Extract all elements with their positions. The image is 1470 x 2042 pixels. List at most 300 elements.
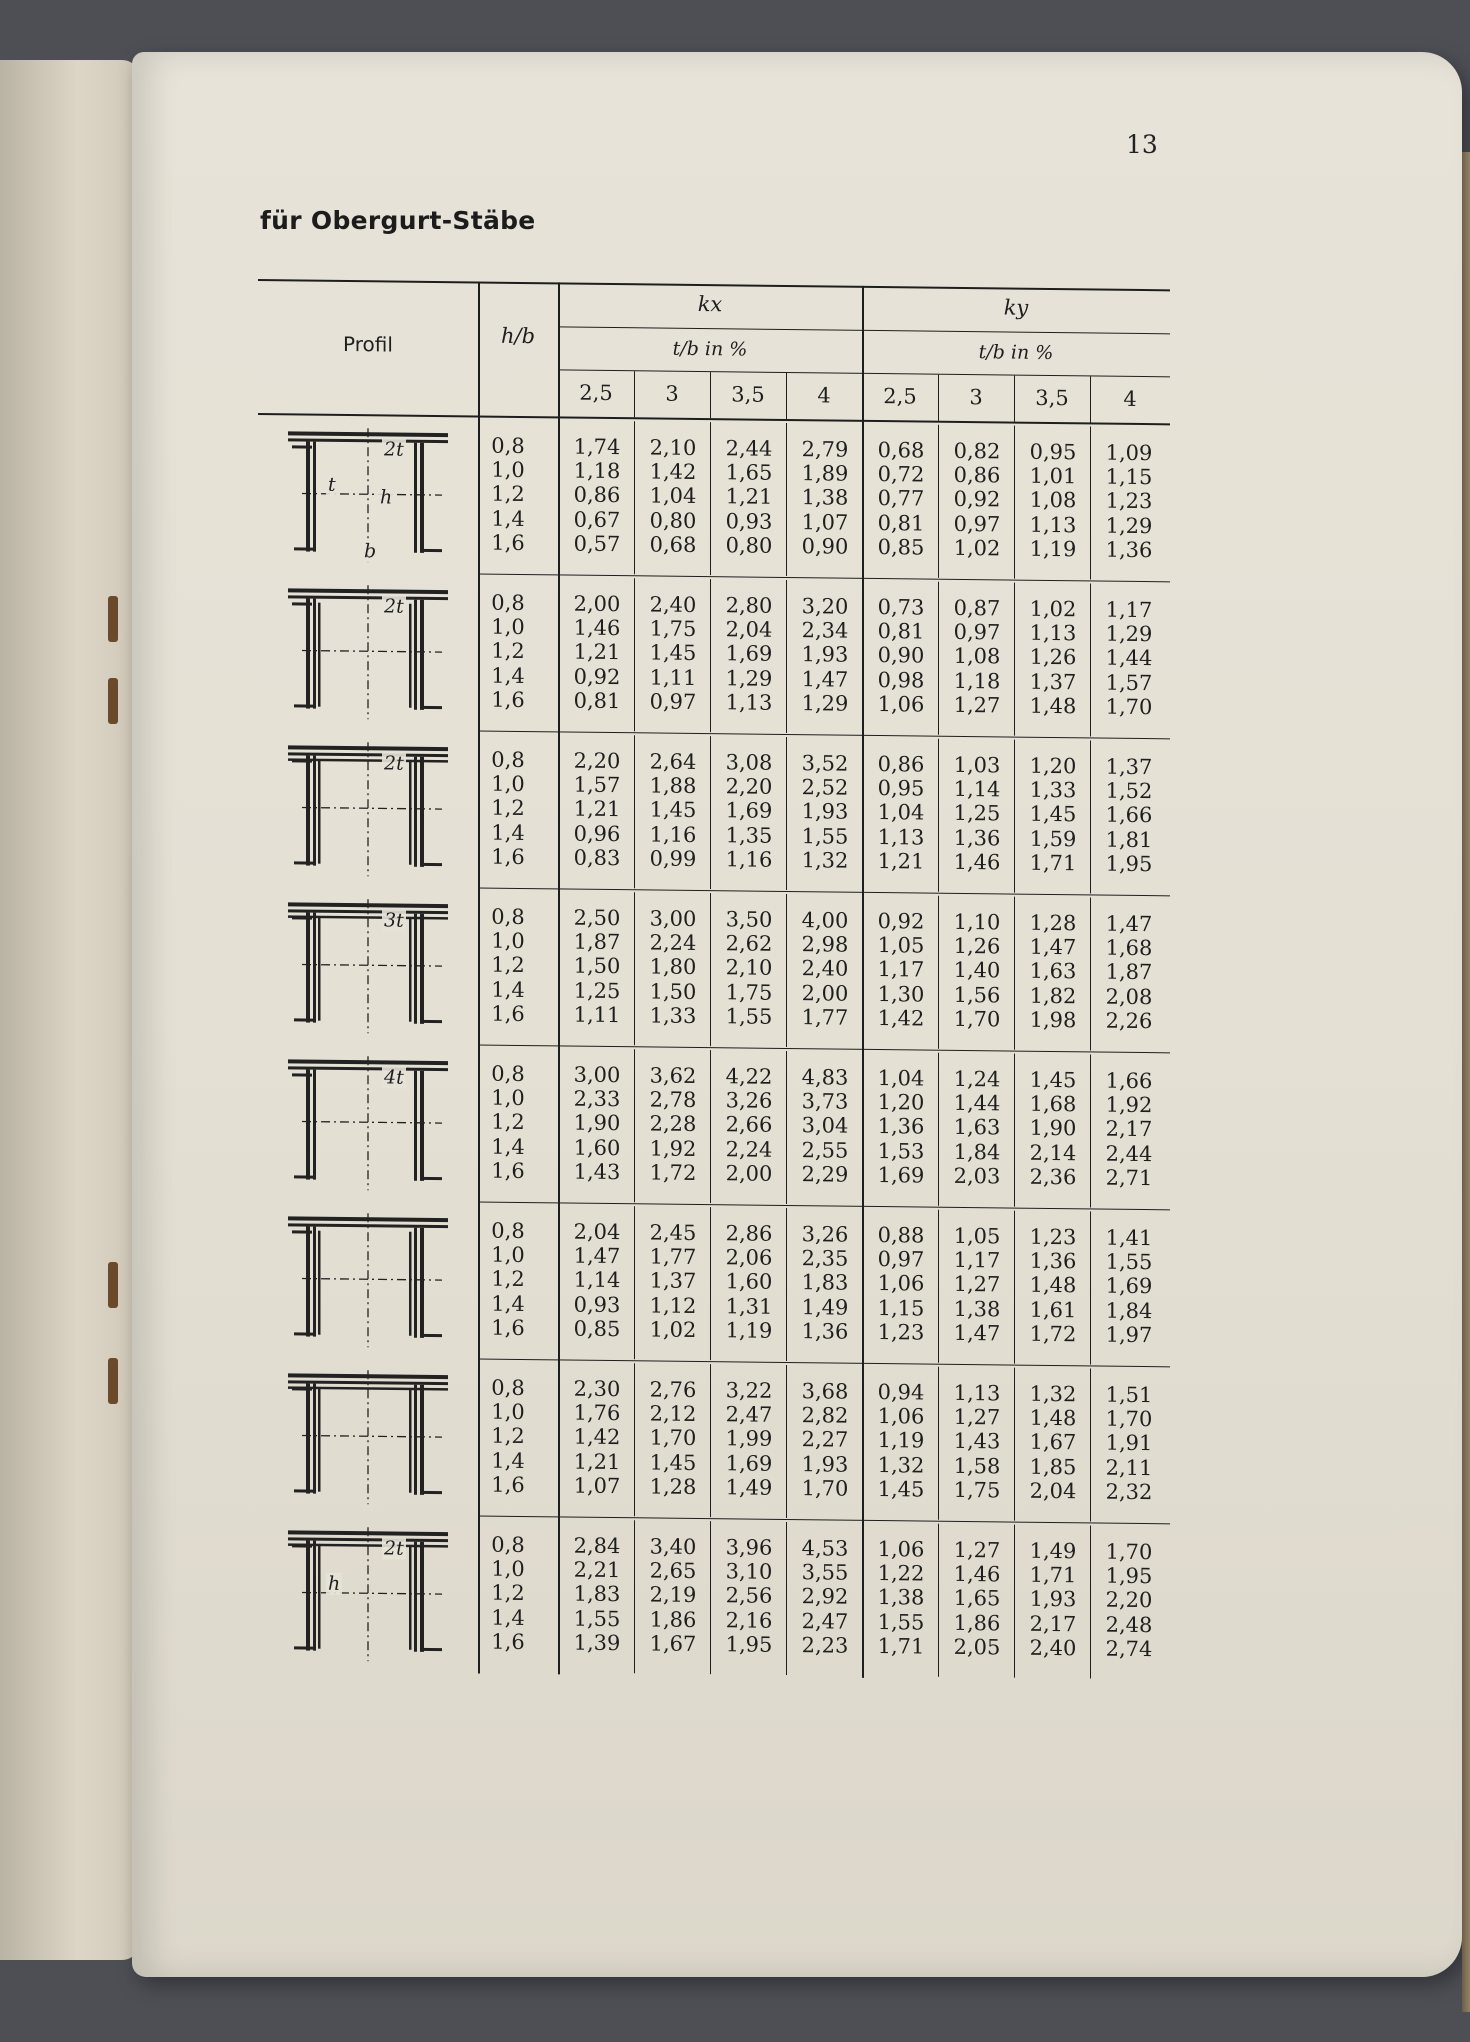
kx-value: 1,95 — [725, 1632, 773, 1657]
kx-column — [710, 1535, 788, 1657]
ky-value: 1,24 — [953, 1066, 1001, 1092]
kx-column — [786, 1379, 864, 1501]
kx-value: 1,90 — [573, 1110, 621, 1136]
profile-dimension-label: 2t — [384, 595, 404, 618]
ky-value: 2,20 — [1105, 1588, 1153, 1613]
kx-column — [634, 1377, 712, 1499]
ky-value: 1,98 — [1029, 1007, 1077, 1033]
table-row — [258, 1043, 1170, 1205]
ky-value: 2,11 — [1105, 1455, 1153, 1480]
ky-value: 1,92 — [1105, 1092, 1153, 1118]
ky-column — [862, 438, 940, 560]
kx-value: 0,80 — [725, 533, 773, 558]
ky-value: 1,43 — [953, 1429, 1001, 1454]
ky-value: 1,02 — [1029, 596, 1077, 622]
ky-column — [1090, 1382, 1168, 1504]
kx-value: 1,18 — [573, 458, 621, 484]
profile-dimension-label: 2t — [384, 1537, 404, 1560]
ky-value: 1,68 — [1105, 935, 1153, 961]
ky-value: 1,21 — [877, 848, 925, 874]
ky-value: 1,32 — [1029, 1381, 1077, 1407]
kx-value: 3,68 — [801, 1379, 849, 1404]
ky-value: 1,25 — [953, 801, 1001, 826]
ky-value: 1,28 — [1029, 910, 1077, 936]
ky-column — [1014, 754, 1092, 876]
hb-value: 1,6 — [491, 530, 525, 555]
kx-value: 2,29 — [801, 1161, 849, 1187]
kx-value: 1,80 — [649, 954, 697, 980]
ky-value: 1,08 — [953, 644, 1001, 669]
kx-value: 0,99 — [649, 846, 697, 871]
ky-column — [1090, 911, 1168, 1033]
hb-value: 0,8 — [491, 904, 525, 930]
ky-column — [862, 1380, 940, 1502]
kx-value: 2,24 — [725, 1136, 773, 1162]
kx-column — [558, 905, 636, 1027]
hb-value: 1,4 — [491, 1291, 525, 1316]
ky-value: 1,57 — [1105, 670, 1153, 695]
kx-value: 1,33 — [649, 1003, 697, 1028]
kx-col-header: 3,5 — [731, 382, 765, 407]
ky-value: 0,97 — [953, 620, 1001, 645]
ky-value: 1,47 — [1105, 911, 1153, 937]
hb-value: 1,6 — [491, 687, 525, 712]
kx-value: 1,02 — [649, 1317, 697, 1342]
ky-value: 2,17 — [1029, 1611, 1077, 1636]
ky-column — [862, 1223, 940, 1345]
kx-value: 2,92 — [801, 1584, 849, 1610]
kx-value: 3,04 — [801, 1113, 849, 1139]
kx-value: 2,62 — [725, 931, 773, 957]
kx-value: 1,70 — [649, 1425, 697, 1451]
kx-value: 1,65 — [725, 460, 773, 486]
kx-value: 3,10 — [725, 1559, 773, 1585]
kx-value: 1,45 — [649, 1450, 697, 1475]
ky-value: 1,93 — [1029, 1587, 1077, 1612]
staple — [108, 678, 118, 724]
ky-value: 1,56 — [953, 982, 1001, 1008]
ky-value: 1,29 — [1105, 621, 1153, 647]
hb-value: 1,6 — [491, 1315, 525, 1340]
ky-value: 1,81 — [1105, 827, 1153, 852]
ky-value: 1,47 — [953, 1320, 1001, 1346]
kx-value: 2,27 — [801, 1427, 849, 1453]
kx-value: 3,52 — [801, 751, 849, 776]
kx-column — [786, 594, 864, 716]
kx-value: 3,26 — [801, 1222, 849, 1247]
ky-value: 1,01 — [1029, 463, 1077, 489]
double-web-profile-icon — [282, 423, 482, 567]
ky-value: 1,32 — [877, 1452, 925, 1478]
kx-value: 2,47 — [725, 1402, 773, 1428]
ky-column — [1014, 1068, 1092, 1190]
tb-rule — [558, 369, 1170, 377]
kx-value: 3,62 — [649, 1063, 697, 1088]
double-web-2t-profile-icon — [282, 580, 482, 724]
ky-value: 1,03 — [953, 752, 1001, 778]
kx-value: 2,04 — [725, 617, 773, 643]
ky-value: 1,82 — [1029, 983, 1077, 1008]
kx-value: 2,55 — [801, 1137, 849, 1163]
kx-value: 0,96 — [573, 821, 621, 846]
ky-value: 1,05 — [953, 1223, 1001, 1249]
kx-value: 1,69 — [725, 1450, 773, 1476]
ky-value: 0,81 — [877, 510, 925, 536]
kx-value: 1,70 — [801, 1475, 849, 1501]
ky-value: 2,04 — [1029, 1478, 1077, 1504]
table-row — [258, 1357, 1170, 1519]
ky-value: 1,51 — [1105, 1382, 1153, 1408]
hb-value: 1,0 — [491, 1556, 525, 1582]
ky-value: 1,48 — [1029, 1273, 1077, 1298]
kx-value: 2,10 — [725, 955, 773, 981]
kx-value: 1,14 — [573, 1267, 621, 1293]
hb-value: 0,8 — [491, 1218, 525, 1244]
ky-column — [1014, 1382, 1092, 1504]
ky-value: 1,48 — [1029, 693, 1077, 719]
coefficient-table — [258, 263, 1170, 1693]
ky-value: 1,37 — [1105, 754, 1153, 780]
ky-column — [938, 1224, 1016, 1346]
ky-value: 1,46 — [953, 1562, 1001, 1587]
double-web-4t-profile-icon — [282, 1051, 482, 1195]
ky-value: 1,08 — [1029, 488, 1077, 513]
kx-value: 1,75 — [649, 616, 697, 642]
ky-value: 1,65 — [953, 1586, 1001, 1611]
ky-value: 1,40 — [953, 958, 1001, 983]
ky-column — [938, 596, 1016, 718]
ky-value: 1,42 — [877, 1005, 925, 1031]
kx-tb-label: t/b in % — [672, 337, 748, 361]
hb-value: 1,4 — [491, 663, 525, 688]
kx-value: 2,40 — [649, 592, 697, 617]
kx-value: 1,16 — [725, 847, 773, 872]
kx-column — [634, 592, 712, 714]
ky-value: 0,86 — [877, 752, 925, 777]
hb-value: 1,6 — [491, 1629, 525, 1654]
table-row — [258, 1514, 1170, 1676]
page-number: 13 — [1126, 130, 1158, 159]
kx-value: 2,34 — [801, 618, 849, 643]
profile-dimension-label: b — [364, 540, 377, 563]
ky-column — [1014, 911, 1092, 1033]
kx-value: 2,47 — [801, 1608, 849, 1634]
kx-value: 1,47 — [573, 1243, 621, 1269]
ky-value: 0,92 — [877, 909, 925, 934]
ky-value: 1,70 — [1105, 1539, 1153, 1565]
kx-value: 1,50 — [573, 953, 621, 979]
kx-value: 1,55 — [573, 1606, 621, 1631]
table-row — [258, 415, 1170, 577]
kx-value: 0,57 — [573, 531, 621, 556]
ky-value: 1,45 — [1029, 802, 1077, 827]
ky-value: 1,69 — [877, 1162, 925, 1188]
kx-value: 2,66 — [725, 1112, 773, 1138]
ky-column — [862, 1537, 940, 1659]
double-web-multi-plate-profile-icon — [282, 1522, 482, 1666]
ky-value: 0,94 — [877, 1380, 925, 1405]
kx-value: 3,20 — [801, 594, 849, 619]
kx-value: 1,42 — [573, 1424, 621, 1450]
ky-value: 0,97 — [953, 511, 1001, 537]
kx-value: 1,50 — [649, 979, 697, 1004]
ky-value: 1,49 — [1029, 1538, 1077, 1564]
kx-value: 1,47 — [801, 666, 849, 692]
kx-value: 2,06 — [725, 1245, 773, 1271]
ky-value: 1,71 — [877, 1633, 925, 1659]
kx-ky-rule — [558, 326, 1170, 334]
kx-column — [710, 436, 788, 558]
hb-value: 0,8 — [491, 590, 525, 616]
kx-value: 1,93 — [801, 642, 849, 668]
ky-value: 1,04 — [877, 800, 925, 825]
ky-value: 1,44 — [1105, 646, 1153, 671]
kx-value: 1,43 — [573, 1159, 621, 1184]
ky-value: 1,15 — [877, 1295, 925, 1321]
kx-value: 2,50 — [573, 905, 621, 931]
kx-value: 1,21 — [573, 639, 621, 665]
ky-column — [938, 1538, 1016, 1660]
hb-value: 1,2 — [491, 1267, 525, 1292]
ky-value: 1,06 — [877, 1537, 925, 1562]
kx-value: 1,55 — [801, 823, 849, 849]
hb-value: 1,2 — [491, 482, 525, 507]
ky-value: 0,98 — [877, 667, 925, 693]
kx-value: 1,28 — [649, 1474, 697, 1499]
kx-value: 2,12 — [649, 1401, 697, 1427]
hb-value: 1,0 — [491, 1085, 525, 1111]
kx-value: 3,00 — [573, 1062, 621, 1088]
kx-value: 1,77 — [801, 1004, 849, 1030]
kx-value: 1,21 — [725, 484, 773, 510]
hb-value: 1,2 — [491, 1110, 525, 1135]
kx-column — [634, 435, 712, 557]
ky-value: 1,46 — [953, 849, 1001, 875]
ky-value: 1,67 — [1029, 1430, 1077, 1455]
ky-value: 1,59 — [1029, 826, 1077, 851]
ky-value: 2,44 — [1105, 1141, 1153, 1166]
ky-value: 1,36 — [1105, 537, 1153, 562]
profile-dimension-label: h — [328, 1572, 341, 1595]
ky-value: 1,52 — [1105, 778, 1153, 804]
double-web-cover-profile-icon — [282, 1365, 482, 1509]
kx-value: 1,93 — [801, 1451, 849, 1477]
hb-values — [468, 1532, 548, 1654]
ky-value: 1,27 — [953, 1537, 1001, 1563]
hb-value: 1,0 — [491, 614, 525, 640]
kx-column — [558, 1376, 636, 1498]
ky-value: 1,61 — [1029, 1297, 1077, 1322]
hb-value: 0,8 — [491, 1061, 525, 1087]
hb-value: 1,0 — [491, 1242, 525, 1268]
ky-value: 1,47 — [1029, 934, 1077, 960]
ky-value: 0,68 — [877, 438, 925, 463]
kx-value: 0,86 — [573, 482, 621, 508]
kx-column — [634, 1534, 712, 1656]
ky-value: 2,03 — [953, 1163, 1001, 1189]
kx-value: 2,23 — [801, 1632, 849, 1658]
ky-column — [1014, 1539, 1092, 1661]
profile-dimension-label: 3t — [384, 909, 404, 932]
kx-value: 0,92 — [573, 664, 621, 689]
ky-value: 1,06 — [877, 1404, 925, 1429]
kx-value: 2,30 — [573, 1376, 621, 1402]
ky-column — [1090, 1068, 1168, 1190]
hb-header: h/b — [500, 323, 536, 349]
ky-value: 0,86 — [953, 463, 1001, 488]
kx-column — [786, 908, 864, 1030]
table-row — [258, 1200, 1170, 1362]
ky-value: 0,92 — [953, 487, 1001, 512]
ky-value: 1,36 — [953, 825, 1001, 851]
kx-value: 1,74 — [573, 434, 621, 460]
ky-value: 0,73 — [877, 595, 925, 620]
kx-column — [558, 591, 636, 713]
kx-value: 1,99 — [725, 1426, 773, 1452]
kx-column — [710, 1378, 788, 1500]
ky-value: 1,36 — [877, 1114, 925, 1139]
kx-col-header: 2,5 — [579, 380, 613, 406]
ky-value: 1,66 — [1105, 803, 1153, 828]
kx-value: 2,19 — [649, 1582, 697, 1608]
kx-column — [558, 1533, 636, 1655]
kx-value: 1,46 — [573, 615, 621, 641]
ky-column — [1090, 597, 1168, 719]
kx-value: 1,07 — [573, 1473, 621, 1498]
kx-value: 1,19 — [725, 1318, 773, 1343]
hb-values — [468, 1218, 548, 1340]
kx-value: 2,10 — [649, 435, 697, 460]
ky-column — [1090, 1225, 1168, 1347]
ky-value: 1,17 — [1105, 597, 1153, 623]
kx-value: 2,82 — [801, 1403, 849, 1428]
ky-value: 1,26 — [1029, 645, 1077, 670]
kx-value: 2,45 — [649, 1220, 697, 1245]
kx-value: 1,38 — [801, 485, 849, 511]
kx-value: 2,64 — [649, 749, 697, 774]
ky-value: 2,14 — [1029, 1140, 1077, 1165]
ky-value: 1,70 — [1105, 1406, 1153, 1432]
kx-value: 3,40 — [649, 1534, 697, 1559]
table-top-rule — [258, 279, 1170, 291]
ky-value: 1,53 — [877, 1138, 925, 1164]
ky-value: 0,88 — [877, 1223, 925, 1248]
profile-dimension-label: 2t — [384, 752, 404, 775]
ky-column — [862, 1066, 940, 1188]
ky-value: 1,91 — [1105, 1431, 1153, 1456]
ky-value: 1,66 — [1105, 1068, 1153, 1094]
kx-value: 1,42 — [649, 459, 697, 485]
ky-value: 1,02 — [953, 535, 1001, 561]
ky-value: 1,06 — [877, 691, 925, 717]
ky-value: 2,17 — [1105, 1117, 1153, 1142]
kx-value: 2,65 — [649, 1558, 697, 1584]
ky-value: 0,82 — [953, 438, 1001, 464]
ky-value: 1,23 — [1029, 1224, 1077, 1250]
kx-value: 1,83 — [801, 1270, 849, 1296]
kx-column — [634, 906, 712, 1028]
kx-value: 0,81 — [573, 688, 621, 713]
kx-value: 1,55 — [725, 1004, 773, 1029]
hb-value: 1,4 — [491, 820, 525, 845]
kx-value: 2,28 — [649, 1111, 697, 1137]
profile-dimension-label: t — [328, 473, 336, 496]
kx-header: kx — [697, 291, 723, 317]
kx-value: 1,31 — [725, 1293, 773, 1319]
ky-value: 1,87 — [1105, 960, 1153, 985]
kx-value: 1,45 — [649, 797, 697, 823]
ky-value: 1,33 — [1029, 777, 1077, 803]
ky-value: 1,70 — [953, 1006, 1001, 1032]
double-web-plain-profile-icon — [282, 1208, 482, 1352]
ky-value: 1,63 — [953, 1115, 1001, 1140]
ky-value: 1,36 — [1029, 1248, 1077, 1274]
hb-values — [468, 1375, 548, 1497]
hb-value: 1,4 — [491, 506, 525, 531]
kx-value: 2,35 — [801, 1246, 849, 1271]
staple — [108, 1262, 118, 1308]
kx-column — [558, 1219, 636, 1341]
kx-value: 1,49 — [725, 1475, 773, 1500]
kx-value: 2,76 — [649, 1377, 697, 1402]
kx-value: 1,25 — [573, 978, 621, 1003]
hb-value: 0,8 — [491, 433, 525, 459]
ky-value: 1,29 — [1105, 513, 1153, 538]
profile-header: Profil — [343, 331, 393, 357]
kx-value: 1,45 — [649, 640, 697, 666]
table-row — [258, 729, 1170, 891]
kx-value: 1,04 — [649, 483, 697, 509]
kx-value: 1,35 — [725, 822, 773, 848]
ky-value: 1,04 — [877, 1066, 925, 1091]
kx-value: 4,22 — [725, 1064, 773, 1089]
ky-value: 2,40 — [1029, 1635, 1077, 1661]
hb-value: 0,8 — [491, 1532, 525, 1558]
kx-value: 1,21 — [573, 1449, 621, 1474]
ky-column — [1090, 754, 1168, 876]
kx-column — [786, 1536, 864, 1658]
kx-value: 2,21 — [573, 1557, 621, 1583]
kx-value: 3,26 — [725, 1088, 773, 1114]
hb-value: 1,4 — [491, 1448, 525, 1473]
ky-value: 1,58 — [953, 1453, 1001, 1479]
hb-values — [468, 747, 548, 869]
kx-value: 1,75 — [725, 979, 773, 1005]
kx-value: 2,52 — [801, 775, 849, 800]
kx-value: 1,60 — [573, 1135, 621, 1160]
ky-value: 1,86 — [953, 1610, 1001, 1636]
kx-value: 1,77 — [649, 1244, 697, 1270]
ky-value: 0,95 — [1029, 439, 1077, 465]
ky-value: 1,06 — [877, 1271, 925, 1296]
ky-value: 1,72 — [1029, 1321, 1077, 1347]
ky-value: 2,71 — [1105, 1165, 1153, 1190]
kx-value: 3,08 — [725, 750, 773, 775]
kx-value: 2,84 — [573, 1533, 621, 1559]
ky-value: 1,95 — [1105, 851, 1153, 876]
ky-value: 1,26 — [953, 934, 1001, 959]
double-web-2t-plate-profile-icon — [282, 737, 482, 881]
kx-col-header: 4 — [817, 383, 831, 408]
kx-value: 2,33 — [573, 1086, 621, 1112]
kx-value: 1,37 — [649, 1268, 697, 1294]
kx-value: 0,83 — [573, 845, 621, 870]
ky-value: 1,17 — [877, 957, 925, 982]
ky-value: 1,48 — [1029, 1405, 1077, 1431]
kx-value: 0,67 — [573, 507, 621, 532]
ky-value: 1,84 — [1105, 1298, 1153, 1323]
kx-value: 2,20 — [725, 774, 773, 800]
